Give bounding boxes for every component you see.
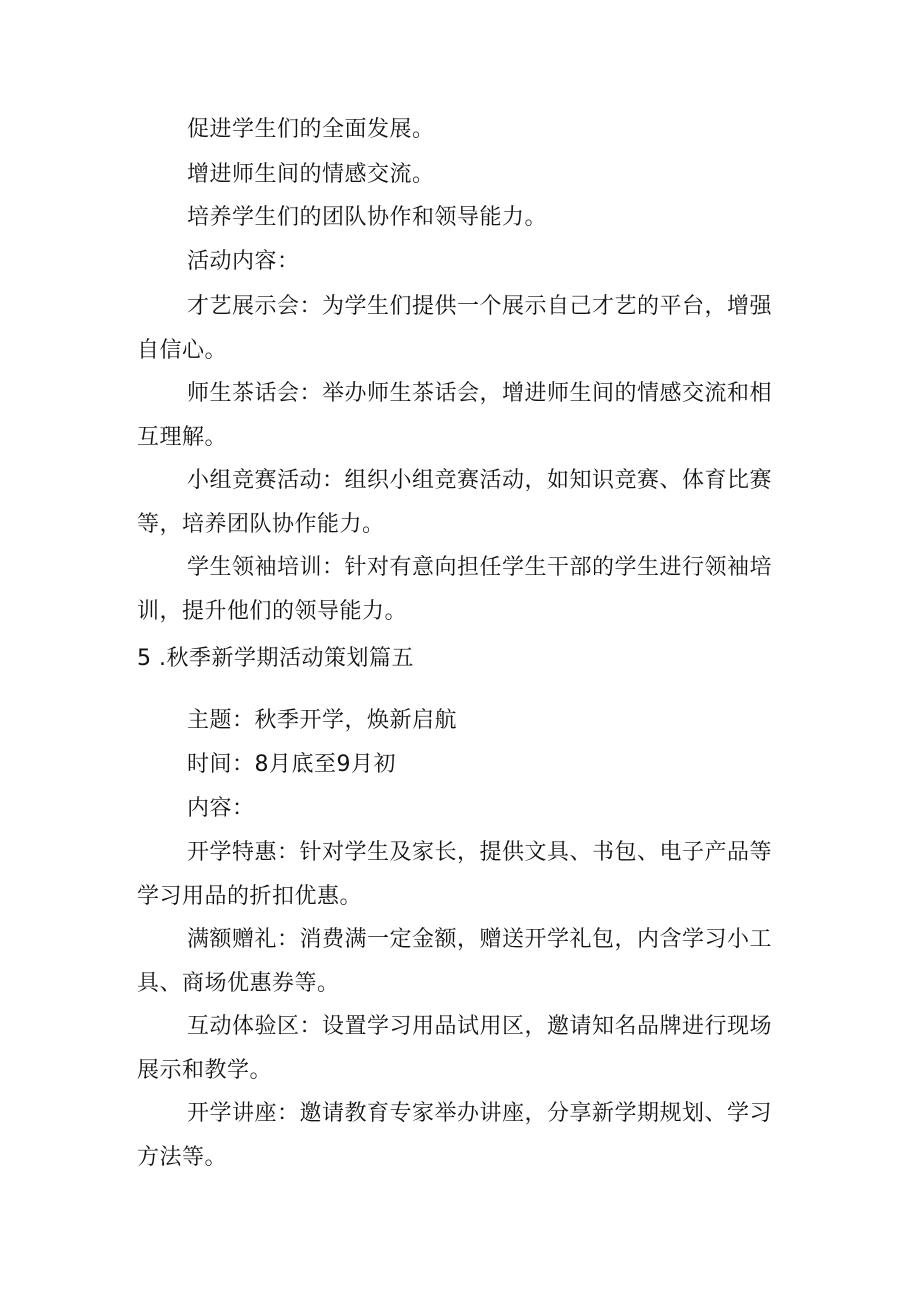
paragraph-back-to-school-discount: 开学特惠：针对学生及家长，提供文具、书包、电子产品等学习用品的折扣优惠。 xyxy=(137,840,773,909)
paragraph-theme: 主题：秋季开学，焕新启航 xyxy=(187,708,458,733)
paragraph-group-competition: 小组竞赛活动：组织小组竞赛活动，如知识竞赛、体育比赛等，培养团队协作能力。 xyxy=(137,468,773,537)
section-heading: 5 .秋季新学期活动策划篇五 xyxy=(137,646,414,671)
paragraph-leader-training: 学生领袖培训：针对有意向担任学生干部的学生进行领袖培训，提升他们的领导能力。 xyxy=(137,555,773,624)
paragraph-goal-2: 增进师生间的情感交流。 xyxy=(187,162,435,187)
paragraph-gift-with-purchase: 满额赠礼：消费满一定金额，赠送开学礼包，内含学习小工具、商场优惠券等。 xyxy=(137,927,773,996)
paragraph-goal-1: 促进学生们的全面发展。 xyxy=(187,117,435,142)
paragraph-tea-party: 师生茶话会：举办师生茶话会，增进师生间的情感交流和相互理解。 xyxy=(137,381,773,450)
paragraph-goal-3: 培养学生们的团队协作和领导能力。 xyxy=(187,205,548,230)
paragraph-content-label: 内容： xyxy=(187,796,255,821)
paragraph-activity-content-label: 活动内容： xyxy=(187,249,300,274)
paragraph-lecture: 开学讲座：邀请教育专家举办讲座，分享新学期规划、学习方法等。 xyxy=(137,1101,773,1170)
paragraph-experience-zone: 互动体验区：设置学习用品试用区，邀请知名品牌进行现场展示和教学。 xyxy=(137,1014,773,1083)
paragraph-talent-show: 才艺展示会：为学生们提供一个展示自己才艺的平台，增强自信心。 xyxy=(137,294,773,363)
paragraph-time: 时间：8月底至9月初 xyxy=(187,752,396,777)
